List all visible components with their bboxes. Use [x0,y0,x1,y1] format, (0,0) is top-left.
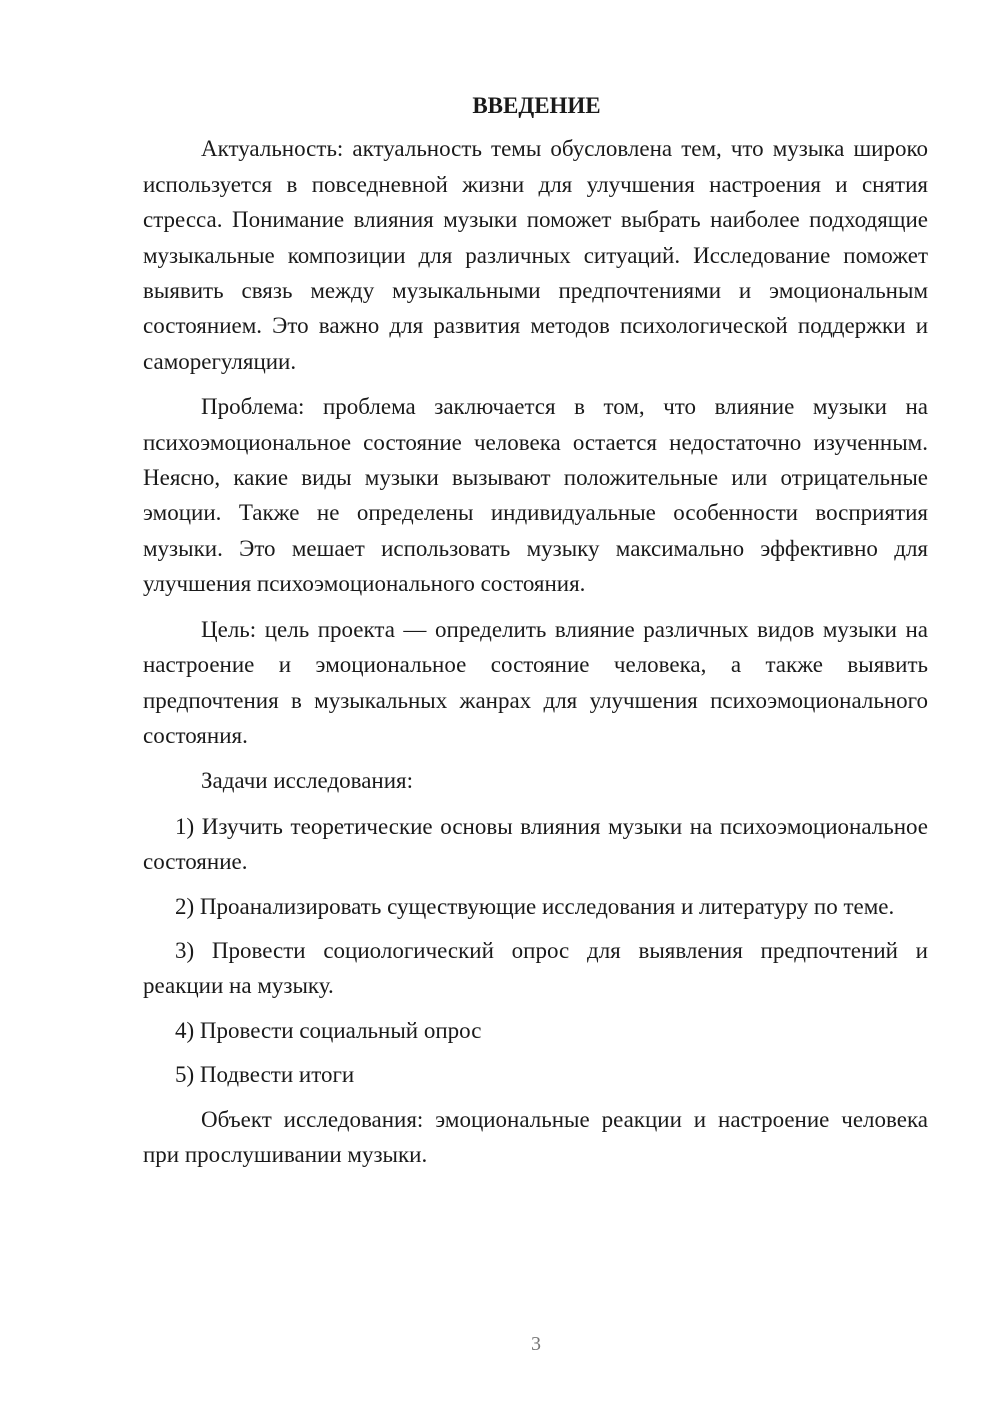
relevance-paragraph: Актуальность: актуальность темы обусловлена тем, что музыка широко используется в повседневной жизни для улучшения настроения и снятия стресса. Понимание влияния музыки поможет выбрать наиболее подходящие музыкальные композиции для различных ситуаций. Исследование поможет выявить связь между музыкальными предпочтениями и эмоциональным состоянием. Это важно для развития методов психологической поддержки и саморегуляции. [143,136,928,374]
task-item-5: 5) Подвести итоги [175,1062,355,1088]
task-item-2: 2) Проанализировать существующие исследования и литературу по теме. [175,893,895,919]
problem-paragraph: Проблема: проблема заключается в том, что влияние музыки на психоэмоциональное состояние человека остается недостаточно изученным. Неясно, какие виды музыки вызывают положительные или отрицательные эмоции. Также не определены индивидуальные особенности восприятия музыки. Это мешает использовать музыку максимально эффективно для улучшения психоэмоционального состояния. [143,394,928,597]
section-title: ВВЕДЕНИЕ [472,93,601,118]
page-number: 3 [531,1333,541,1355]
task-item-4: 4) Провести социальный опрос [175,1017,482,1043]
tasks-heading: Задачи исследования: [201,768,414,794]
task-item-1: 1) Изучить теоретические основы влияния музыки на психоэмоциональное состояние. [143,813,928,875]
page-content [143,88,928,1182]
goal-paragraph: Цель: цель проекта — определить влияние различных видов музыки на настроение и эмоциональное состояние человека, а также выявить предпочтения в музыкальных жанрах для улучшения психоэмоционального состояния. [143,616,928,748]
object-paragraph: Объект исследования: эмоциональные реакции и настроение человека при прослушивании музыки. [143,1106,928,1167]
task-item-3: 3) Провести социологический опрос для выявления предпочтений и реакции на музыку. [143,937,928,999]
